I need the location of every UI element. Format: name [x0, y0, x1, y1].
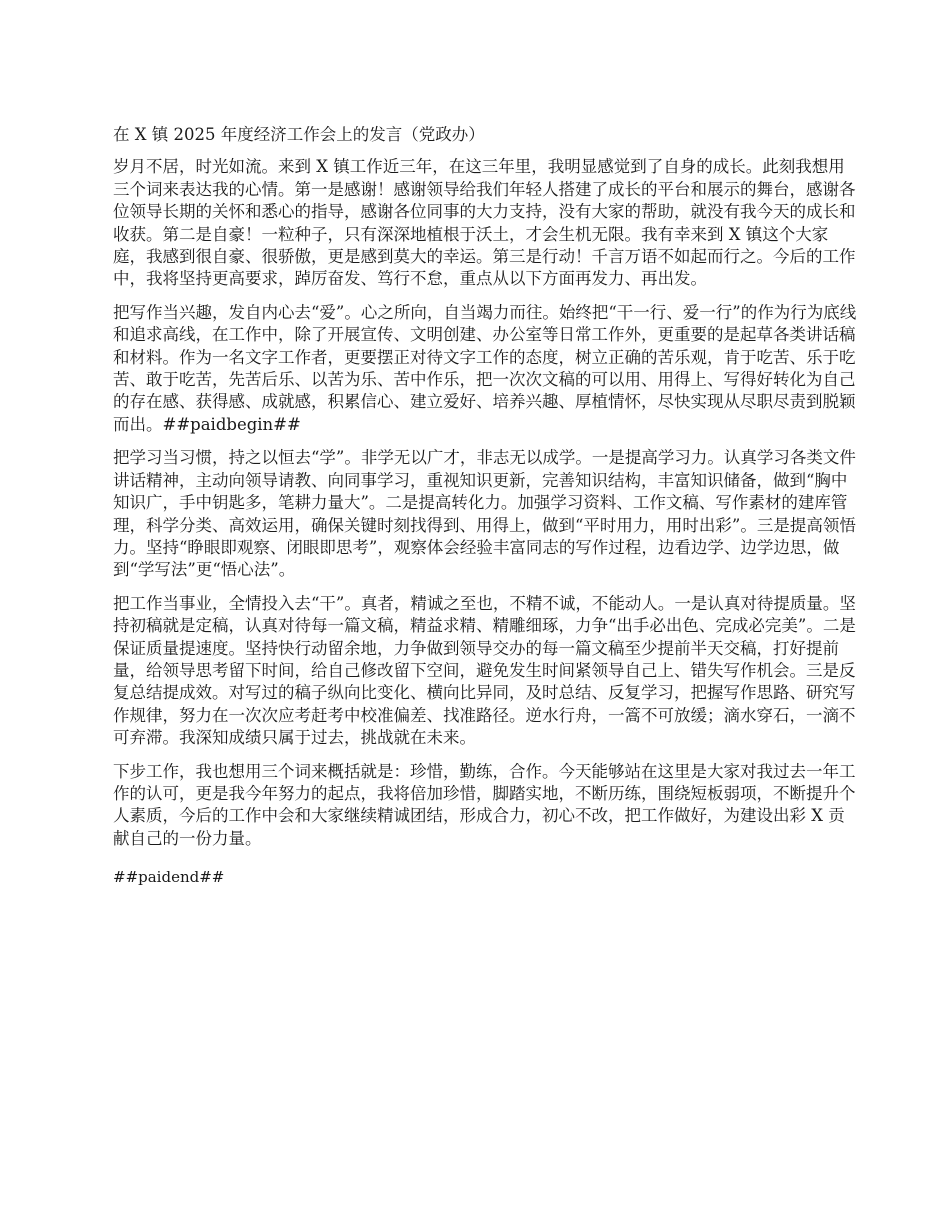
document-title: 在 X 镇 2025 年度经济工作会上的发言（党政办） — [113, 125, 485, 144]
paragraph-writing: 把写作当兴趣，发自内心去“爱”。心之所向，自当竭力而往。始终把“干一行、爱一行”的作为行为底线和追求高线，在工作中，除了开展宣传、文明创建、办公室等日常工作外，更重要的是起草各类讲话稿和材料。作为一名文字工作者，更要摆正对待文字工作的态度，树立正确的苦乐观，肯于吃苦、乐于吃苦、敢于吃苦，先苦后乐、以苦为乐、苦中作乐，把一次次文稿的可以用、用得上、写得好转化为自己的存在感、获得感、成就感，积累信心、建立爱好、培养兴趣、厚植情怀，尽快实现从尽职尽责到脱颖而出。##paidbegin## — [113, 302, 857, 434]
document-page — [113, 124, 857, 889]
paragraph-learning: 把学习当习惯，持之以恒去“学”。非学无以广才，非志无以成学。一是提高学习力。认真学习各类文件讲话精神，主动向领导请教、向同事学习，重视知识更新，完善知识结构，丰富知识储备，做到“胸中知识广，手中钥匙多，笔耕力量大”。二是提高转化力。加强学习资料、工作文稿、写作素材的建库管理，科学分类、高效运用，确保关键时刻找得到、用得上，做到“平时用力，用时出彩”。三是提高领悟力。坚持“睁眼即观察、闭眼即思考”，观察体会经验丰富同志的写作过程，边看边学、边学边思，做到“学写法”更“悟心法”。 — [113, 448, 856, 580]
paragraph-next-steps: 下步工作，我也想用三个词来概括就是：珍惜，勤练，合作。今天能够站在这里是大家对我过去一年工作的认可，更是我今年努力的起点，我将倍加珍惜，脚踏实地，不断历练，围绕短板弱项，不断提升个人素质，今后的工作中会和大家继续精诚团结，形成合力，初心不改，把工作做好，为建设出彩 X 贡献自己的一份力量。 — [113, 761, 856, 848]
paragraph-intro: 岁月不居，时光如流。来到 X 镇工作近三年，在这三年里，我明显感觉到了自身的成长。此刻我想用三个词来表达我的心情。第一是感谢！感谢领导给我们年轻人搭建了成长的平台和展示的舞台，感谢各位领导长期的关怀和悉心的指导，感谢各位同事的大力支持，没有大家的帮助，就没有我今天的成长和收获。第二是自豪！一粒种子，只有深深地植根于沃土，才会生机无限。我有幸来到 X 镇这个大家庭，我感到很自豪、很骄傲，更是感到莫大的幸运。第三是行动！千言万语不如起而行之。今后的工作中，我将坚持更高要求，踔厉奋发、笃行不怠，重点从以下方面再发力、再出发。 — [113, 157, 856, 289]
paragraph-working: 把工作当事业，全情投入去“干”。真者，精诚之至也，不精不诚，不能动人。一是认真对待提质量。坚持初稿就是定稿，认真对待每一篇文稿，精益求精、精雕细琢，力争“出手必出色、完成必完美”。二是保证质量提速度。坚持快行动留余地，力争做到领导交办的每一篇文稿至少提前半天交稿，打好提前量，给领导思考留下时间，给自己修改留下空间，避免发生时间紧领导自己上、错失写作机会。三是反复总结提成效。对写过的稿子纵向比变化、横向比异同，及时总结、反复学习，把握写作思路、研究写作规律，努力在一次次应考赶考中校准偏差、找准路径。逆水行舟，一篙不可放缓；滴水穿石，一滴不可弃滞。我深知成绩只属于过去，挑战就在未来。 — [113, 593, 856, 748]
paid-end-marker: ##paidend## — [113, 868, 225, 887]
